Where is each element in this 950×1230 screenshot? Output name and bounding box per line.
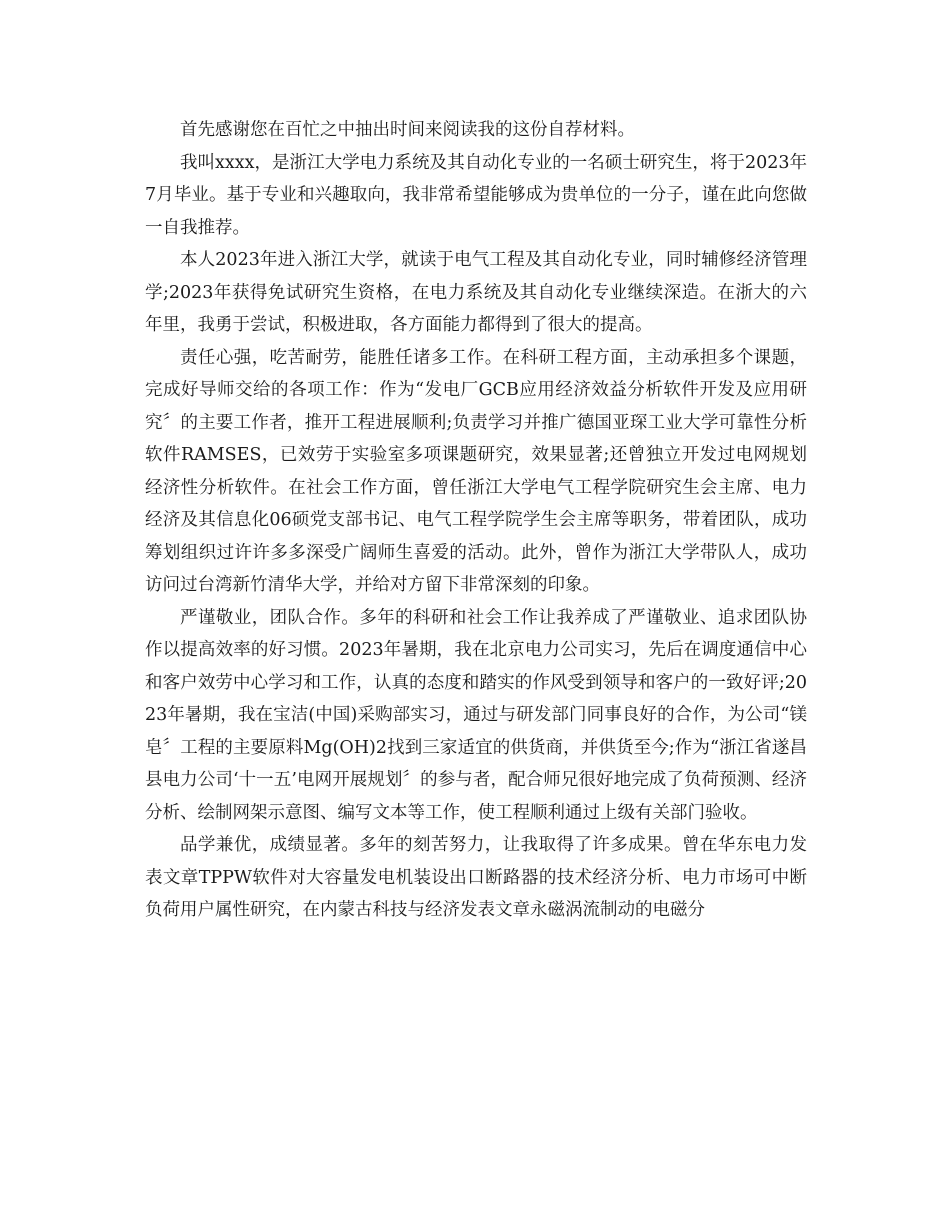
paragraph-responsibility: 责任心强，吃苦耐劳，能胜任诸多工作。在科研工程方面，主动承担多个课题，完成好导师交给的各项工作：作为“发电厂GCB应用经济效益分析软件开发及应用研究〞的主要工作者，推开工程进展顺利;负责学习并推广德国亚琛工业大学可靠性分析软件RAMSES，已效劳于实验室多项课题研究，效果显著;还曾独立开发过电网规划经济性分析软件。在社会工作方面，曾任浙江大学电气工程学院研究生会主席、电力经济及其信息化06硕党支部书记、电气工程学院学生会主席等职务，带着团队，成功筹划组织过许许多多深受广阔师生喜爱的活动。此外，曾作为浙江大学带队人，成功访问过台湾新竹清华大学，并给对方留下非常深刻的印象。 — [145, 347, 807, 595]
paragraph-gratitude: 首先感谢您在百忙之中抽出时间来阅读我的这份自荐材料。 — [180, 120, 635, 140]
paragraph-teamwork: 严谨敬业，团队合作。多年的科研和社会工作让我养成了严谨敬业、追求团队协作以提高效率的好习惯。2023年暑期，我在北京电力公司实习，先后在调度通信中心和客户效劳中心学习和工作，认真的态度和踏实的作风受到领导和客户的一致好评;2023年暑期，我在宝洁(中国)采购部实习，通过与研发部门同事良好的合作，为公司“镁皂〞工程的主要原料Mg(OH)2找到三家适宜的供货商，并供货至今;作为“浙江省遂昌县电力公司‘十一五’电网开展规划〞的参与者，配合师兄很好地完成了负荷预测、经济分析、绘制网架示意图、编写文本等工作，使工程顺利通过上级有关部门验收。 — [145, 607, 807, 823]
paragraph-achievements: 品学兼优，成绩显著。多年的刻苦努力，让我取得了许多成果。曾在华东电力发表文章TPPW软件对大容量发电机装设出口断路器的技术经济分析、电力市场可中断负荷用户属性研究，在内蒙古科技与经济发表文章永磁涡流制动的电磁分 — [145, 835, 807, 920]
document-body — [145, 114, 807, 927]
paragraph-education: 本人2023年进入浙江大学，就读于电气工程及其自动化专业，同时辅修经济管理学;2023年获得免试研究生资格，在电力系统及其自动化专业继续深造。在浙大的六年里，我勇于尝试，积极进取，各方面能力都得到了很大的提高。 — [145, 250, 807, 335]
paragraph-introduction: 我叫xxxx，是浙江大学电力系统及其自动化专业的一名硕士研究生，将于2023年7月毕业。基于专业和兴趣取向，我非常希望能够成为贵单位的一分子，谨在此向您做一自我推荐。 — [145, 152, 807, 238]
